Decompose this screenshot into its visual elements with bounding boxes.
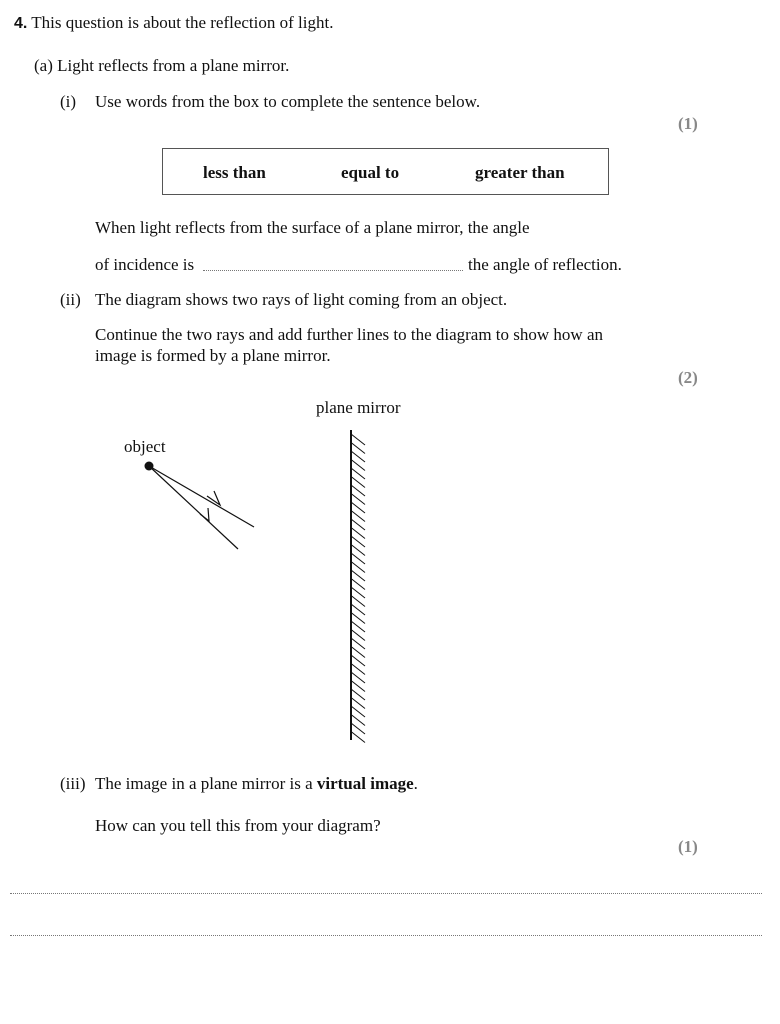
answer-line-1[interactable] xyxy=(10,893,762,894)
part-iii-text-prefix: The image in a plane mirror is a xyxy=(95,774,317,793)
mirror-hatch-mark xyxy=(351,494,365,505)
mirror-hatching xyxy=(351,434,365,743)
part-iii-marks: (1) xyxy=(678,837,698,856)
mirror-label: plane mirror xyxy=(316,398,401,417)
mirror-hatch-mark xyxy=(351,613,365,624)
mirror-hatch-mark xyxy=(351,511,365,522)
sentence-start: of incidence is xyxy=(95,255,195,274)
part-iii-statement xyxy=(95,774,418,794)
mirror-hatch-mark xyxy=(351,715,365,726)
mirror-hatch-mark xyxy=(351,528,365,539)
part-i-instruction: Use words from the box to complete the sentence below. xyxy=(95,92,481,111)
mirror-hatch-mark xyxy=(351,434,365,445)
mirror-hatch-mark xyxy=(351,536,365,547)
mirror-hatch-mark xyxy=(351,621,365,632)
sentence-line-1: When light reflects from the surface of a plane mirror, the angle xyxy=(95,218,530,237)
mirror-hatch-mark xyxy=(351,443,365,454)
part-ii-text1: The diagram shows two rays of light coming from an object. xyxy=(95,290,508,309)
mirror-hatch-mark xyxy=(351,451,365,462)
part-iii-question: How can you tell this from your diagram? xyxy=(95,816,381,835)
mirror-hatch-mark xyxy=(351,655,365,666)
mirror-hatch-mark xyxy=(351,630,365,641)
part-iii-text-suffix: . xyxy=(413,774,418,793)
mirror-hatch-mark xyxy=(351,698,365,709)
part-ii-label: (ii) xyxy=(60,290,81,309)
word-option-equal-to: equal to xyxy=(341,163,400,182)
mirror-hatch-mark xyxy=(351,689,365,700)
sentence-end: the angle of reflection. xyxy=(468,255,622,274)
mirror-hatch-mark xyxy=(351,672,365,683)
mirror-hatch-mark xyxy=(351,545,365,556)
mirror-hatch-mark xyxy=(351,706,365,717)
mirror-hatch-mark xyxy=(351,562,365,573)
mirror-hatch-mark xyxy=(351,732,365,743)
mirror-hatch-mark xyxy=(351,477,365,488)
mirror-hatch-mark xyxy=(351,460,365,471)
mirror-hatch-mark xyxy=(351,519,365,530)
mirror-hatch-mark xyxy=(351,604,365,615)
mirror-hatch-mark xyxy=(351,638,365,649)
part-iii-label: (iii) xyxy=(60,774,86,793)
ray-1 xyxy=(149,466,254,527)
mirror-hatch-mark xyxy=(351,570,365,581)
mirror-hatch-mark xyxy=(351,596,365,607)
part-ii-marks: (2) xyxy=(678,368,698,387)
mirror-hatch-mark xyxy=(351,553,365,564)
part-a-text: Light reflects from a plane mirror. xyxy=(57,56,290,75)
ray-2-arrow xyxy=(200,508,209,521)
mirror-hatch-mark xyxy=(351,468,365,479)
part-i-marks: (1) xyxy=(678,114,698,133)
answer-line-2[interactable] xyxy=(10,935,762,936)
mirror-hatch-mark xyxy=(351,647,365,658)
part-iii-text-bold: virtual image xyxy=(316,774,414,793)
word-option-greater-than: greater than xyxy=(475,163,565,182)
part-ii-text2-line2: image is formed by a plane mirror. xyxy=(95,346,331,365)
question-number: 4. xyxy=(14,15,28,32)
object-label: object xyxy=(124,437,166,456)
ray-2 xyxy=(149,466,238,549)
mirror-hatch-mark xyxy=(351,485,365,496)
part-ii-text2-line1: Continue the two rays and add further lines to the diagram to show how an xyxy=(95,325,603,344)
word-option-less-than: less than xyxy=(203,163,266,182)
mirror-hatch-mark xyxy=(351,502,365,513)
question-title: This question is about the reflection of light. xyxy=(31,13,334,32)
mirror-hatch-mark xyxy=(351,664,365,675)
mirror-hatch-mark xyxy=(351,681,365,692)
part-i-label: (i) xyxy=(60,92,77,111)
part-a-label: (a) xyxy=(34,56,53,75)
mirror-hatch-mark xyxy=(351,587,365,598)
mirror-hatch-mark xyxy=(351,579,365,590)
mirror-hatch-mark xyxy=(351,723,365,734)
